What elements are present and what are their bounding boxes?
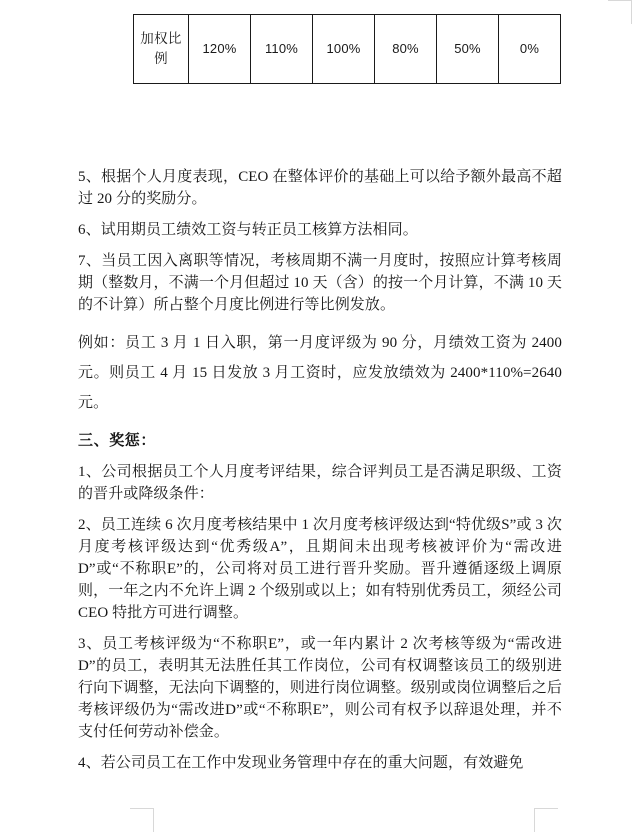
table-cell-ratio-2: 110% xyxy=(251,15,313,84)
table-cell-ratio-3: 100% xyxy=(313,15,375,84)
section-heading-rewards-penalties: 三、奖惩： xyxy=(78,433,157,449)
paragraph-reward-item-3: 3、员工考核评级为“不称职E”，或一年内累计 2 次考核等级为“需改进D”的员工，表明其无法胜任其工作岗位，公司有权调整该员工的级别进行向下调整，无法向下调整的，则进行岗位调整。级别或岗位调整后之后考核评级仍为“需改进D”或“不称职E”，则公司有权予以辞退处理，并不支付任何劳动补偿金。 xyxy=(78,636,562,740)
table-cell-ratio-5: 50% xyxy=(437,15,499,84)
paragraph-reward-item-2: 2、员工连续 6 次月度考核结果中 1 次月度考核评级达到“特优级S”或 3 次月度考核评级达到“优秀级A”，且期间未出现考核被评价为“需改进D”或“不称职E”的，公司将对员工进行晋升奖励。晋升遵循逐级上调原则，一年之内不允许上调 2 个级别或以上；如有特别优秀员工，须经公司 CEO 特批方可进行调整。 xyxy=(78,517,562,621)
table-cell-ratio-1: 120% xyxy=(189,15,251,84)
table-row xyxy=(134,15,561,84)
paragraph-spacer xyxy=(78,452,562,461)
paragraph-reward-item-1: 1、公司根据员工个人月度考评结果，综合评判员工是否满足职级、工资的晋升或降级条件： xyxy=(78,464,562,502)
crop-mark-bottom-left xyxy=(130,808,154,832)
paragraph-reward-item-4: 4、若公司员工在工作中发现业务管理中存在的重大问题，有效避免 xyxy=(78,755,524,771)
paragraph-spacer xyxy=(78,624,562,633)
paragraph-spacer xyxy=(78,743,562,752)
paragraph-item-5: 5、根据个人月度表现，CEO 在整体评价的基础上可以给予额外最高不超过 20 分的奖励分。 xyxy=(78,169,562,207)
paragraph-spacer xyxy=(78,418,562,430)
weighted-ratio-table xyxy=(133,14,561,84)
crop-mark-bottom-right xyxy=(534,808,558,832)
paragraph-example: 例如：员工 3 月 1 日入职，第一月度评级为 90 分，月绩效工资为 2400 元。则员工 4 月 15 日发放 3 月工资时，应发放绩效为 2400*110%=2640 元。 xyxy=(78,335,562,411)
paragraph-item-6: 6、试用期员工绩效工资与转正员工核算方法相同。 xyxy=(78,222,418,238)
table-cell-ratio-4: 80% xyxy=(375,15,437,84)
table-row-header-weighted-ratio: 加权比例 xyxy=(134,15,189,84)
paragraph-spacer xyxy=(78,505,562,514)
paragraph-item-7: 7、当员工因入离职等情况，考核周期不满一月度时，按照应计算考核周期（整数月，不满一个月但超过 10 天（含）的按一个月计算，不满 10 天的不计算）所占整个月度比例进行等比例发放。 xyxy=(78,253,562,313)
crop-mark-top-right xyxy=(608,0,632,24)
paragraph-spacer xyxy=(78,210,562,219)
paragraph-spacer xyxy=(78,241,562,250)
weighted-ratio-table-container xyxy=(133,14,561,84)
table-cell-ratio-6: 0% xyxy=(499,15,561,84)
document-body xyxy=(78,166,562,774)
paragraph-spacer xyxy=(78,316,562,328)
